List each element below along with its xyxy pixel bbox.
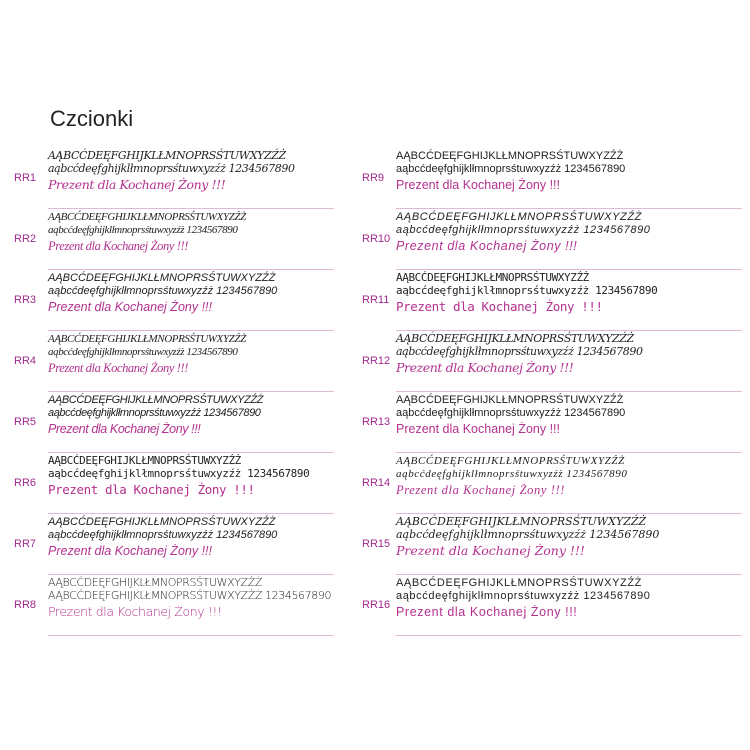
uppercase-sample: AĄBCĆDEĘFGHIJKLŁMNOPRSŚTUWXYZŹŻ — [396, 394, 624, 406]
page-title: Czcionki — [50, 106, 134, 131]
font-sample-rr14 — [362, 455, 742, 516]
font-code-label: RR9 — [362, 172, 385, 184]
row-divider — [396, 452, 742, 453]
font-sample-rr16 — [362, 577, 742, 638]
demo-phrase: Prezent dla Kochanej Żony !!! — [48, 604, 222, 620]
demo-phrase: Prezent dla Kochanej Żony !!! — [48, 361, 188, 376]
font-sample-rr15 — [362, 516, 742, 577]
demo-phrase: Prezent dla Kochanej Żony !!! — [396, 543, 585, 559]
font-list-left — [14, 150, 334, 638]
row-divider — [48, 574, 334, 575]
font-sample-text — [396, 516, 742, 559]
font-sample-text — [48, 455, 334, 498]
demo-phrase: Prezent dla Kochanej Żony !!! — [396, 422, 560, 437]
row-divider — [48, 452, 334, 453]
uppercase-sample: AĄBCĆDEĘFGHIJKLŁMNOPRSŚTUWXYZŹŻ — [48, 516, 276, 528]
font-code-label: RR4 — [14, 355, 37, 367]
row-divider — [48, 330, 334, 331]
font-sample-rr3 — [14, 272, 334, 333]
font-sample-text — [48, 577, 334, 620]
font-sample-rr5 — [14, 394, 334, 455]
lowercase-sample: aąbcćdeęfghijklłmnoprsśtuwxyzźż 1234567890 — [396, 283, 658, 297]
font-code-label: RR14 — [362, 477, 391, 489]
font-sample-text — [396, 333, 742, 376]
lowercase-sample: aąbcćdeęfghijklłmnoprsśtuwxyzźż 1234567890 — [396, 223, 651, 236]
row-divider — [396, 574, 742, 575]
uppercase-sample: AĄBCĆDEĘFGHIJKLŁMNOPRSŚTUWXYZŹŻ — [48, 272, 276, 284]
font-sample-text — [48, 333, 334, 376]
font-sample-rr6 — [14, 455, 334, 516]
lowercase-sample: aąbcćdeęfghijklłmnoprsśtuwxyzźż 1234567890 — [48, 284, 278, 297]
demo-phrase: Prezent dla Kochanej Żony !!! — [48, 300, 212, 315]
uppercase-sample: AĄBCĆDEĘFGHIJKLŁMNOPRSŚTUWXYZŹŻ — [396, 577, 642, 589]
uppercase-sample: AĄBCĆDEĘFGHIJKLŁMNOPRSŚTUWXYZŹŻ — [48, 149, 286, 162]
font-sample-text — [396, 455, 742, 498]
font-code-label: RR7 — [14, 538, 37, 550]
uppercase-sample: AĄBCĆDEĘFGHIJKLŁMNOPRSŚTUWXYZŹŻ — [48, 576, 262, 589]
font-sample-text — [396, 150, 742, 193]
uppercase-sample: AĄBCĆDEĘFGHIJKLŁMNOPRSŚTUWXYZŹŻ — [48, 211, 246, 223]
lowercase-sample: aąbcćdeęfghijklłmnoprsśtuwxyzźż 1234567890 — [48, 345, 238, 358]
font-code-label: RR13 — [362, 416, 391, 428]
demo-phrase: Prezent dla Kochanej Żony !!! — [396, 239, 578, 254]
font-code-label: RR16 — [362, 599, 391, 611]
font-code-label: RR5 — [14, 416, 37, 428]
uppercase-sample: AĄBCĆDEĘFGHIJKLŁMNOPRSŚTUWXYZŹŻ — [396, 271, 589, 284]
font-code-label: RR12 — [362, 355, 391, 367]
row-divider — [396, 635, 742, 636]
lowercase-sample: aąbcćdeęfghijklłmnoprsśtuwxyzźż 1234567890 — [48, 223, 238, 236]
lowercase-sample: aąbcćdeęfghijklłmnoprsśtuwxyzźż 1234567890 — [48, 161, 295, 175]
font-sample-text — [396, 394, 742, 437]
row-divider — [48, 513, 334, 514]
demo-phrase: Prezent dla Kochanej Żony !!! — [48, 239, 188, 254]
demo-phrase: Prezent dla Kochanej Żony !!! — [48, 482, 255, 498]
font-sample-rr1 — [14, 150, 334, 211]
uppercase-sample: AĄBCĆDEĘFGHIJKLŁMNOPRSŚTUWXYZŹŻ — [396, 332, 634, 345]
uppercase-sample: AĄBCĆDEĘFGHIJKLŁMNOPRSŚTUWXYZŹŻ — [48, 333, 246, 345]
demo-phrase: Prezent dla Kochanej Żony !!! — [396, 299, 603, 315]
font-sample-rr13 — [362, 394, 742, 455]
font-sample-rr7 — [14, 516, 334, 577]
lowercase-sample: aąbcćdeęfghijklłmnoprsśtuwxyzźż 1234567890 — [396, 406, 626, 419]
uppercase-sample: AĄBCĆDEĘFGHIJKLŁMNOPRSŚTUWXYZŹŻ — [396, 211, 642, 223]
font-sample-rr11 — [362, 272, 742, 333]
font-sample-text — [48, 150, 334, 193]
font-sample-text — [48, 211, 334, 254]
row-divider — [396, 513, 742, 514]
font-sample-rr10 — [362, 211, 742, 272]
lowercase-sample: aąbcćdeęfghijklłmnoprsśtuwxyzźż 1234567890 — [396, 467, 628, 480]
uppercase-sample: AĄBCĆDEĘFGHIJKLŁMNOPRSŚTUWXYZŹŻ — [396, 455, 625, 467]
row-divider — [48, 269, 334, 270]
font-sample-text — [396, 272, 742, 315]
font-list-right — [362, 150, 742, 638]
font-code-label: RR8 — [14, 599, 37, 611]
font-sample-rr9 — [362, 150, 742, 211]
demo-phrase: Prezent dla Kochanej Żony !!! — [48, 422, 201, 437]
lowercase-sample: AĄBCĆDEĘFGHIJKLŁMNOPRSŚTUWXYZŹŻ 1234567890 — [48, 588, 332, 602]
uppercase-sample: AĄBCĆDEĘFGHIJKLŁMNOPRSŚTUWXYZŹŻ — [396, 150, 624, 162]
demo-phrase: Prezent dla Kochanej Żony !!! — [396, 178, 560, 193]
row-divider — [396, 269, 742, 270]
font-sample-text — [396, 577, 742, 620]
font-code-label: RR3 — [14, 294, 37, 306]
row-divider — [396, 391, 742, 392]
font-sample-text — [48, 516, 334, 559]
font-code-label: RR10 — [362, 233, 391, 245]
row-divider — [48, 208, 334, 209]
font-sample-rr4 — [14, 333, 334, 394]
uppercase-sample: AĄBCĆDEĘFGHIJKLŁMNOPRSŚTUWXYZŹŻ — [48, 394, 263, 406]
font-code-label: RR2 — [14, 233, 37, 245]
demo-phrase: Prezent dla Kochanej Żony !!! — [48, 177, 226, 193]
lowercase-sample: aąbcćdeęfghijklłmnoprsśtuwxyzźż 1234567890 — [48, 406, 261, 419]
lowercase-sample: aąbcćdeęfghijklłmnoprsśtuwxyzźż 1234567890 — [396, 162, 626, 175]
lowercase-sample: aąbcćdeęfghijklłmnoprsśtuwxyzźż 1234567890 — [396, 344, 643, 358]
row-divider — [396, 208, 742, 209]
font-sample-text — [48, 272, 334, 315]
font-code-label: RR11 — [362, 294, 390, 306]
font-code-label: RR1 — [14, 172, 37, 184]
font-sample-rr2 — [14, 211, 334, 272]
lowercase-sample: aąbcćdeęfghijklłmnoprsśtuwxyzźż 1234567890 — [396, 589, 651, 602]
demo-phrase: Prezent dla Kochanej Żony !!! — [48, 544, 212, 559]
demo-phrase: Prezent dla Kochanej Żony !!! — [396, 360, 574, 376]
font-sample-text — [396, 211, 742, 254]
font-sample-rr12 — [362, 333, 742, 394]
row-divider — [48, 635, 334, 636]
demo-phrase: Prezent dla Kochanej Żony !!! — [396, 605, 578, 620]
lowercase-sample: aąbcćdeęfghijklłmnoprsśtuwxyzźż 1234567890 — [48, 528, 278, 541]
font-code-label: RR6 — [14, 477, 37, 489]
uppercase-sample: AĄBCĆDEĘFGHIJKLŁMNOPRSŚTUWXYZŹŻ — [396, 515, 647, 528]
lowercase-sample: aąbcćdeęfghijklłmnoprsśtuwxyzźż 1234567890 — [396, 527, 660, 541]
uppercase-sample: AĄBCĆDEĘFGHIJKLŁMNOPRSŚTUWXYZŹŻ — [48, 454, 241, 467]
demo-phrase: Prezent dla Kochanej Żony !!! — [396, 483, 565, 498]
row-divider — [48, 391, 334, 392]
font-code-label: RR15 — [362, 538, 391, 550]
font-sample-text — [48, 394, 334, 437]
font-sample-rr8 — [14, 577, 334, 638]
lowercase-sample: aąbcćdeęfghijklłmnoprsśtuwxyzźż 1234567890 — [48, 466, 310, 480]
row-divider — [396, 330, 742, 331]
